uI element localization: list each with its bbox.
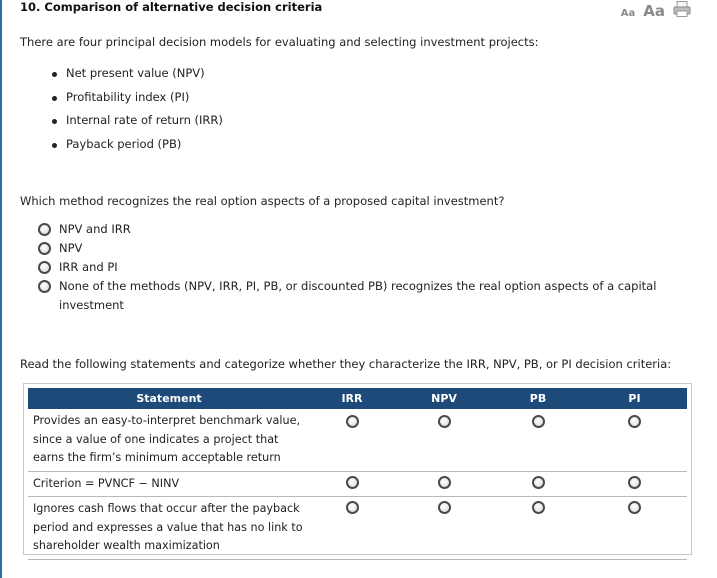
statement-cell: Criterion = PVNCF − NINV bbox=[28, 471, 310, 497]
text-size-large-button[interactable]: Aa bbox=[643, 2, 665, 20]
answer-option[interactable] bbox=[38, 239, 659, 258]
left-accent-rule bbox=[0, 0, 2, 578]
categorize-table-container bbox=[23, 383, 692, 555]
npv-radio[interactable] bbox=[438, 476, 451, 489]
categorize-table bbox=[28, 388, 687, 560]
option-label: None of the methods (NPV, IRR, PI, PB, or discounted PB) recognizes the real option aspects of a capital investment bbox=[59, 279, 657, 312]
column-header-pi: PI bbox=[582, 388, 687, 409]
answer-option[interactable] bbox=[38, 277, 659, 315]
pi-radio[interactable] bbox=[628, 415, 641, 428]
print-icon[interactable] bbox=[673, 1, 691, 17]
column-header-npv: NPV bbox=[394, 388, 494, 409]
intro-text: There are four principal decision models for evaluating and selecting investment projects: bbox=[20, 35, 539, 49]
option-radio[interactable] bbox=[38, 261, 51, 274]
table-row bbox=[28, 497, 687, 560]
column-header-irr: IRR bbox=[310, 388, 394, 409]
option-label: NPV and IRR bbox=[59, 222, 131, 236]
decision-models-list bbox=[50, 62, 223, 156]
irr-radio[interactable] bbox=[346, 415, 359, 428]
text-size-small-button[interactable]: Aa bbox=[620, 8, 636, 19]
pb-radio[interactable] bbox=[532, 501, 545, 514]
text-size-controls bbox=[621, 0, 691, 20]
answer-option[interactable] bbox=[38, 220, 659, 239]
statement-cell: Provides an easy-to-interpret benchmark value, since a value of one indicates a project that earns the firm’s minimum acceptable return bbox=[28, 409, 310, 471]
statement-cell: Ignores cash flows that occur after the payback period and expresses a value that has no link to shareholder wealth maximization bbox=[28, 497, 310, 560]
table-row bbox=[28, 471, 687, 497]
table-row bbox=[28, 409, 687, 471]
question-title: 10. Comparison of alternative decision criteria bbox=[20, 0, 323, 14]
list-item: Net present value (NPV) bbox=[50, 62, 223, 86]
option-radio[interactable] bbox=[38, 223, 51, 236]
answer-options bbox=[38, 220, 659, 315]
option-label: NPV bbox=[59, 241, 83, 255]
option-label: IRR and PI bbox=[59, 260, 118, 274]
irr-radio[interactable] bbox=[346, 501, 359, 514]
list-item: Internal rate of return (IRR) bbox=[50, 109, 223, 133]
pi-radio[interactable] bbox=[628, 476, 641, 489]
column-header-statement: Statement bbox=[28, 388, 310, 409]
categorize-prompt: Read the following statements and categorize whether they characterize the IRR, NPV, PB, or PI decision criteria: bbox=[20, 357, 672, 371]
pb-radio[interactable] bbox=[532, 415, 545, 428]
column-header-pb: PB bbox=[494, 388, 582, 409]
list-item: Profitability index (PI) bbox=[50, 86, 223, 110]
answer-option[interactable] bbox=[38, 258, 659, 277]
question-text: Which method recognizes the real option aspects of a proposed capital investment? bbox=[20, 194, 505, 208]
npv-radio[interactable] bbox=[438, 501, 451, 514]
list-item: Payback period (PB) bbox=[50, 133, 223, 157]
pi-radio[interactable] bbox=[628, 501, 641, 514]
option-radio[interactable] bbox=[38, 242, 51, 255]
irr-radio[interactable] bbox=[346, 476, 359, 489]
option-radio[interactable] bbox=[38, 280, 51, 293]
npv-radio[interactable] bbox=[438, 415, 451, 428]
pb-radio[interactable] bbox=[532, 476, 545, 489]
